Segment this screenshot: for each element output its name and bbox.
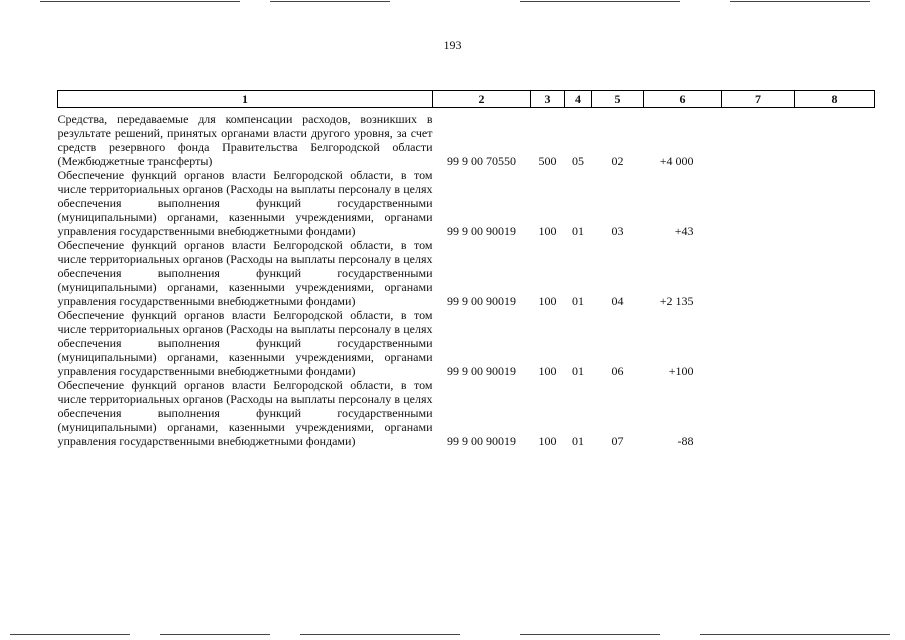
budget-table <box>57 90 875 448</box>
amount: +100 <box>668 364 694 378</box>
section: 01 <box>572 364 584 378</box>
expense-type: 100 <box>538 224 557 238</box>
column-header: 4 <box>565 91 592 108</box>
expense-name: Средства, передаваемые для компенсации расходов, возникших в результате решений, принятых органами власти другого уровня, за счет средств резервного фонда Правительства Белгородской области (Межбюджетные трансферты) <box>57 112 433 168</box>
subsection: 04 <box>611 294 624 308</box>
column-7-cell <box>722 308 795 378</box>
subsection: 07 <box>611 434 624 448</box>
expense-name: Обеспечение функций органов власти Белгородской области, в том числе территориальных органов (Расходы на выплаты персоналу в целях обеспечения выполнения функций государственными (муниципальными) органами, казенными учреждениями, органами управления государственными внебюджетными фондами) <box>57 378 433 448</box>
amount: +2 135 <box>659 294 694 308</box>
amount: +43 <box>674 224 694 238</box>
amount: -88 <box>677 434 694 448</box>
scan-edge-top <box>520 1 680 2</box>
column-header: 3 <box>531 91 565 108</box>
target-code: 99 9 00 70550 <box>447 154 516 168</box>
expense-type: 100 <box>538 364 557 378</box>
target-code: 99 9 00 90019 <box>447 364 516 378</box>
subsection: 02 <box>611 154 624 168</box>
expense-type: 100 <box>538 294 557 308</box>
expense-name: Обеспечение функций органов власти Белгородской области, в том числе территориальных органов (Расходы на выплаты персоналу в целях обеспечения выполнения функций государственными (муниципальными) органами, казенными учреждениями, органами управления государственными внебюджетными фондами) <box>57 238 433 308</box>
subsection: 03 <box>611 224 624 238</box>
column-8-cell <box>795 378 875 448</box>
section: 01 <box>572 294 584 308</box>
section: 01 <box>572 434 584 448</box>
column-7-cell <box>722 238 795 308</box>
section: 05 <box>572 154 584 168</box>
scan-edge-top <box>730 1 870 2</box>
target-code: 99 9 00 90019 <box>447 294 516 308</box>
expense-type: 100 <box>538 434 557 448</box>
target-code: 99 9 00 90019 <box>447 224 516 238</box>
scan-edge-bottom <box>700 634 890 635</box>
expense-type: 500 <box>538 154 557 168</box>
scan-edge-top <box>270 1 390 2</box>
column-header: 5 <box>592 91 644 108</box>
table-row <box>58 378 875 448</box>
scan-edge-bottom <box>160 634 270 635</box>
table-row <box>58 108 875 169</box>
column-header: 8 <box>795 91 875 108</box>
scan-edge-bottom <box>520 634 660 635</box>
column-header: 1 <box>58 91 433 108</box>
amount: +4 000 <box>659 154 694 168</box>
scan-edge-bottom <box>10 634 130 635</box>
table-row <box>58 238 875 308</box>
scan-edge-top <box>40 1 240 2</box>
table-row <box>58 308 875 378</box>
column-7-cell <box>722 168 795 238</box>
column-7-cell <box>722 108 795 169</box>
page-number: 193 <box>443 38 462 52</box>
subsection: 06 <box>611 364 624 378</box>
column-header: 6 <box>644 91 722 108</box>
column-header: 7 <box>722 91 795 108</box>
column-8-cell <box>795 238 875 308</box>
section: 01 <box>572 224 584 238</box>
column-8-cell <box>795 108 875 169</box>
column-8-cell <box>795 308 875 378</box>
column-8-cell <box>795 168 875 238</box>
column-header: 2 <box>433 91 531 108</box>
scan-edge-bottom <box>300 634 460 635</box>
table-row <box>58 168 875 238</box>
column-7-cell <box>722 378 795 448</box>
table-header-row <box>58 91 875 108</box>
expense-name: Обеспечение функций органов власти Белгородской области, в том числе территориальных органов (Расходы на выплаты персоналу в целях обеспечения выполнения функций государственными (муниципальными) органами, казенными учреждениями, органами управления государственными внебюджетными фондами) <box>57 168 433 238</box>
target-code: 99 9 00 90019 <box>447 434 516 448</box>
expense-name: Обеспечение функций органов власти Белгородской области, в том числе территориальных органов (Расходы на выплаты персоналу в целях обеспечения выполнения функций государственными (муниципальными) органами, казенными учреждениями, органами управления государственными внебюджетными фондами) <box>57 308 433 378</box>
